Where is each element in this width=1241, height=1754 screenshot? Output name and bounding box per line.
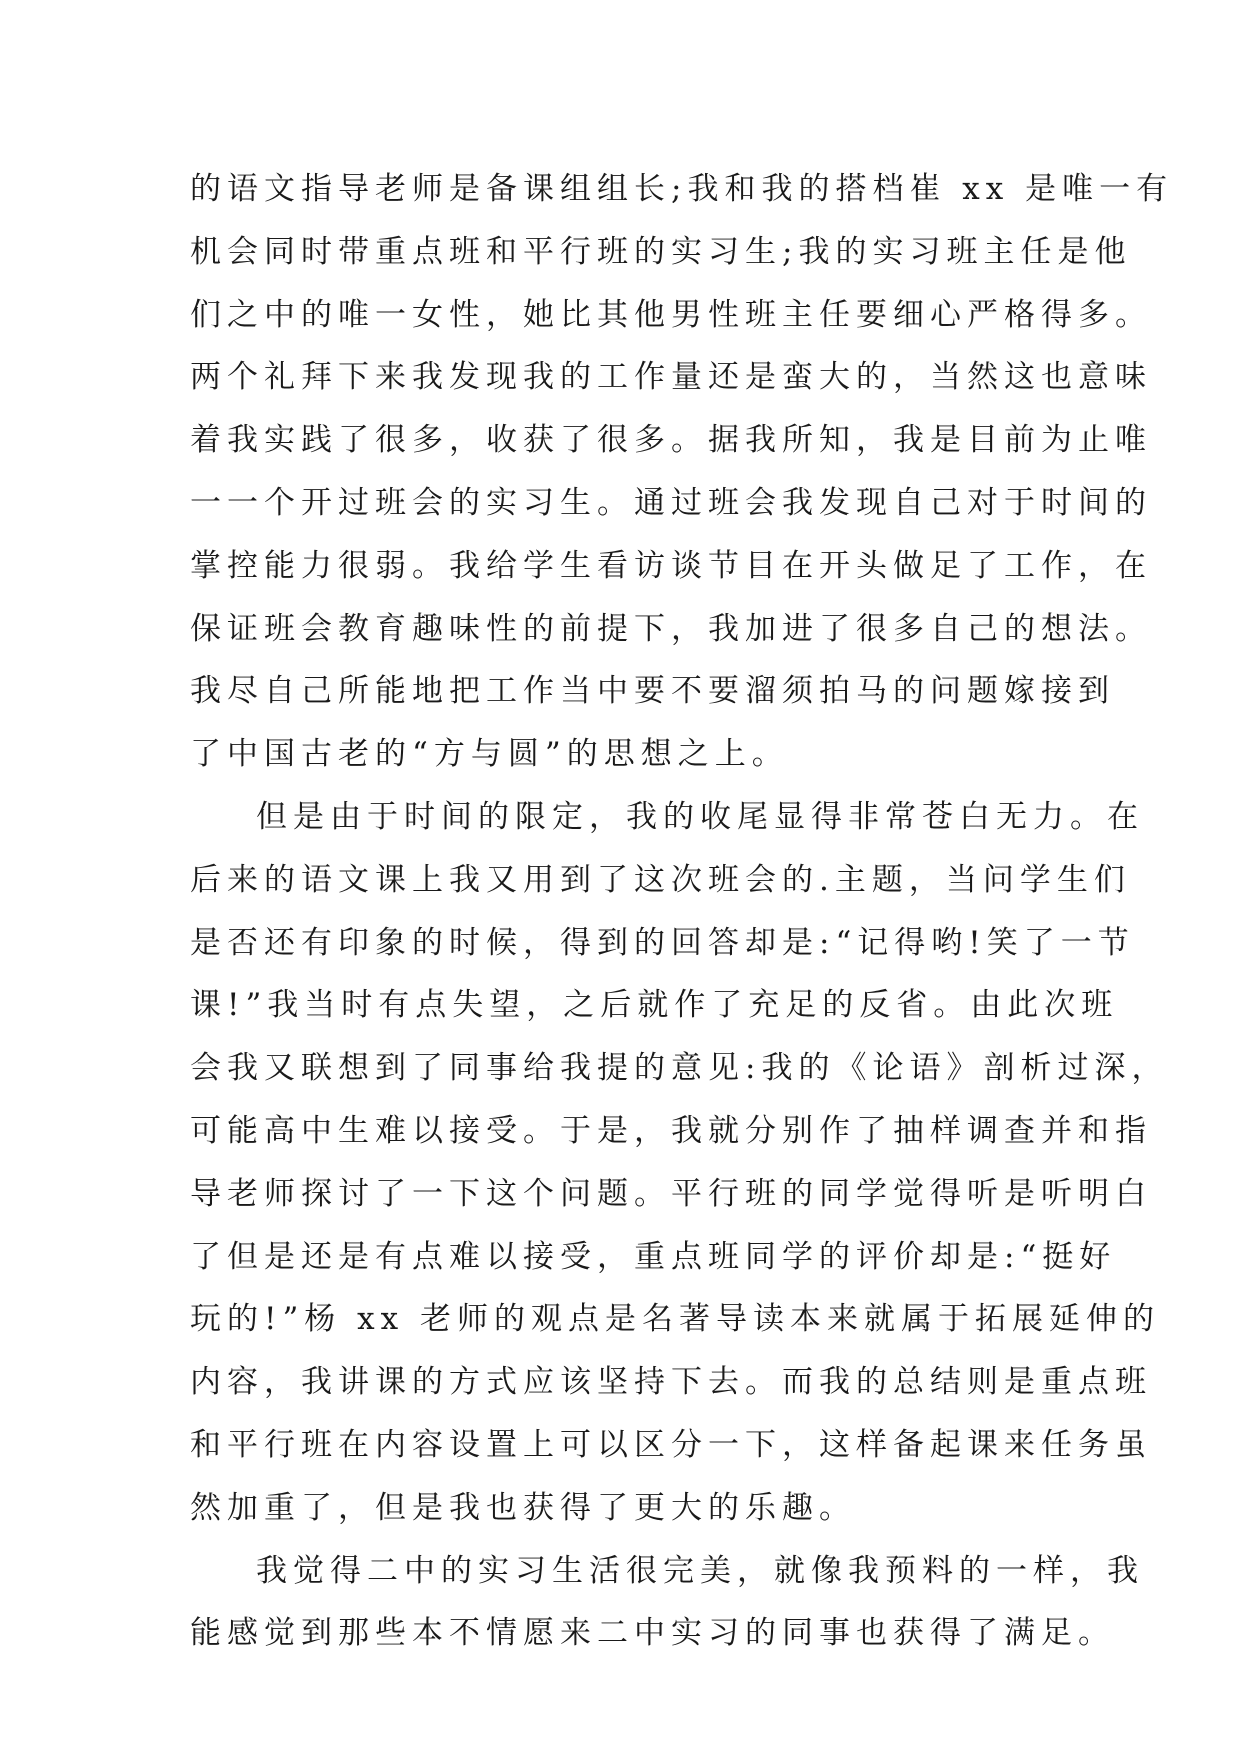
paragraph-first-line: 我觉得二中的实习生活很完美，就像我预料的一样，我 [256,1552,1144,1589]
text-line: 会我又联想到了同事给我提的意见:我的《论语》剖析过深， [190,1050,1169,1087]
text-line: 然加重了，但是我也获得了更大的乐趣。 [190,1489,856,1526]
text-line: 两个礼拜下来我发现我的工作量还是蛮大的，当然这也意味 [190,359,1152,396]
text-line: 们之中的唯一女性，她比其他男性班主任要细心严格得多。 [190,296,1152,333]
text-line: 玩的!”杨 xx 老师的观点是名著导读本来就属于拓展延伸的 [190,1301,1160,1338]
text-line: 保证班会教育趣味性的前提下，我加进了很多自己的想法。 [190,610,1152,647]
text-line: 后来的语文课上我又用到了这次班会的.主题，当问学生们 [190,861,1131,898]
text-line: 一一个开过班会的实习生。通过班会我发现自己对于时间的 [190,484,1152,521]
text-line: 了中国古老的“方与圆”的思想之上。 [190,736,789,773]
text-line: 我尽自己所能地把工作当中要不要溜须拍马的问题嫁接到 [190,673,1115,710]
text-line: 内容，我讲课的方式应该坚持下去。而我的总结则是重点班 [190,1364,1152,1401]
paragraph-first-line: 但是由于时间的限定，我的收尾显得非常苍白无力。在 [256,798,1144,835]
text-line: 是否还有印象的时候，得到的回答却是:“记得哟!笑了一节 [190,924,1135,961]
text-line: 和平行班在内容设置上可以区分一下，这样备起课来任务虽 [190,1426,1152,1463]
text-line: 着我实践了很多，收获了很多。据我所知，我是目前为止唯 [190,422,1152,459]
text-line: 可能高中生难以接受。于是，我就分别作了抽样调查并和指 [190,1112,1152,1149]
text-line: 导老师探讨了一下这个问题。平行班的同学觉得听是听明白 [190,1175,1152,1212]
text-line: 课!”我当时有点失望，之后就作了充足的反省。由此次班 [190,987,1119,1024]
body-text [190,158,1174,1665]
text-line: 掌控能力很弱。我给学生看访谈节目在开头做足了工作，在 [190,547,1152,584]
text-line: 的语文指导老师是备课组组长;我和我的搭档崔 xx 是唯一有 [190,171,1174,207]
text-line: 能感觉到那些本不情愿来二中实习的同事也获得了满足。 [190,1615,1115,1652]
text-line: 了但是还是有点难以接受，重点班同学的评价却是:“挺好 [190,1238,1117,1275]
text-line: 机会同时带重点班和平行班的实习生;我的实习班主任是他 [190,233,1132,270]
